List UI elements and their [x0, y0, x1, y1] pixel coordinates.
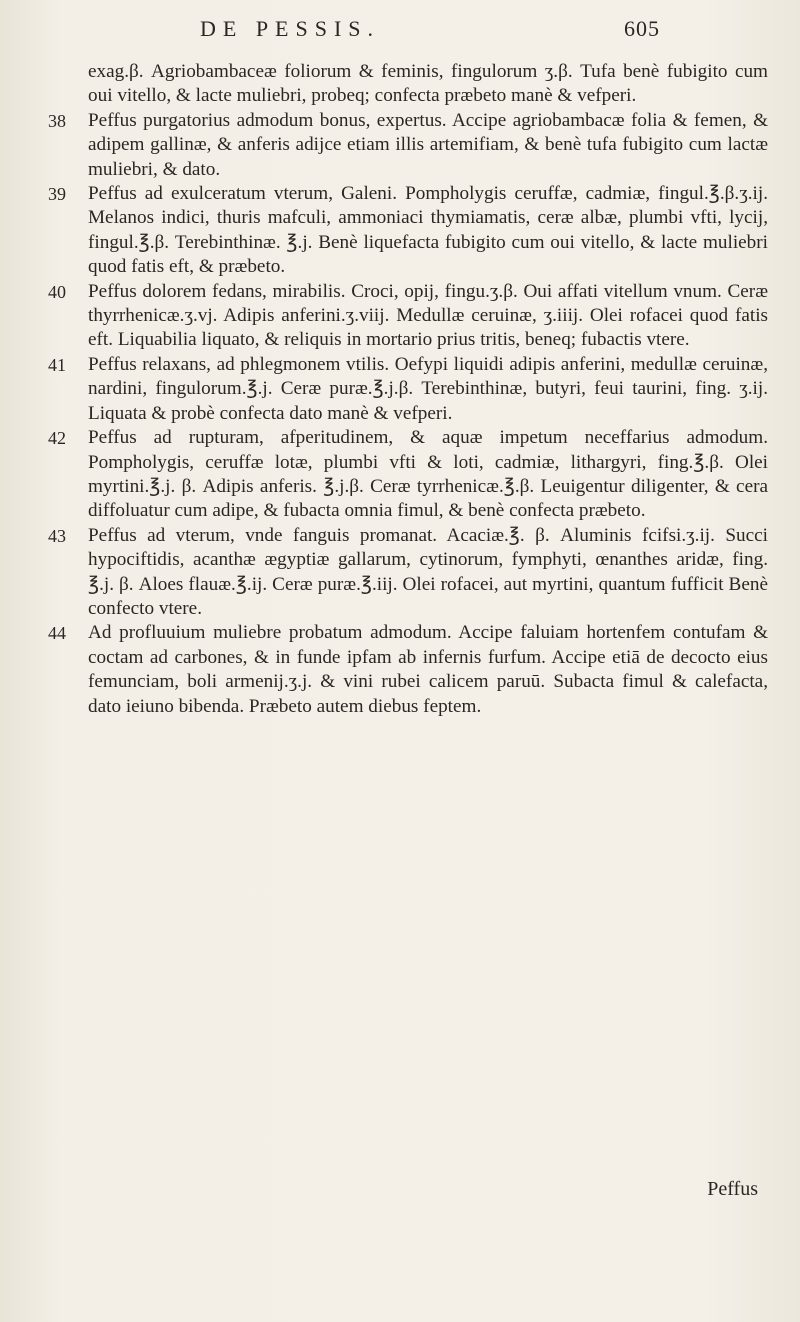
paragraph-number: 43 — [48, 525, 66, 546]
paragraph-number: 39 — [48, 184, 66, 205]
paragraph-text: Peffus purgatorius admodum bonus, expertus. Accipe agriobambacæ folia & femen, & adipem gallinæ, & anferis adijce etiam illis artemifiam, & benè tufa fubigito cum lactæ muliebri, & dato. — [88, 109, 768, 180]
paragraph-42 — [48, 426, 768, 524]
page-number: 605 — [624, 16, 660, 41]
paragraph-text: exag.β. Agriobambaceæ foliorum & feminis, fingulorum ʒ.β. Tufa benè fubigito cum oui vitello, & lacte muliebri, probeq; confecta præbeto manè & vefperi. — [88, 61, 768, 107]
paragraph-text: Peffus ad exulceratum vterum, Galeni. Pompholygis ceruffæ, cadmiæ, fingul.℥.β.ʒ.ij. Melanos indici, thuris mafculi, ammoniaci thymiamatis, ceræ albæ, plumbi vfti, lycij, fingul.℥.β. Terebinthinæ. ℥.j. Benè liquefacta fubigito cum oui vitello, & lacte muliebri quod fatis eft, & præbeto. — [88, 183, 768, 278]
paragraph-continuation — [48, 60, 768, 109]
paragraph-number: 42 — [48, 428, 66, 449]
paragraph-number: 38 — [48, 110, 66, 131]
catchword: Peffus — [707, 1178, 758, 1200]
paragraph-number: 44 — [48, 623, 66, 644]
paragraph-39 — [48, 182, 768, 280]
paragraph-number: 40 — [48, 281, 66, 302]
paragraph-43 — [48, 524, 768, 622]
paragraph-text: Peffus ad rupturam, afperitudinem, & aquæ impetum neceffarius admodum. Pompholygis, ceruffæ lotæ, plumbi vfti & loti, cadmiæ, lithargyri, fing.℥.β. Olei myrtini.℥.j. β. Adipis anferis. ℥.j.β. Ceræ tyrrhenicæ.℥.β. Leuigentur diligenter, & cera diffoluatur cum adipe, & fubacta omnia fimul, & benè confecta præbeto. — [88, 427, 768, 522]
paragraph-40 — [48, 280, 768, 353]
paragraph-number: 41 — [48, 354, 66, 375]
page-header — [200, 16, 660, 56]
body-text — [48, 60, 768, 719]
paragraph-text: Peffus dolorem fedans, mirabilis. Croci, opij, fingu.ʒ.β. Oui affati vitellum vnum. Ceræ thyrrhenicæ.ʒ.vj. Adipis anferini.ʒ.viij. Medullæ ceruinæ, ʒ.iiij. Olei rofacei quod fatis eft. Liquabilia liquato, & reliquis in mortario prius tritis, beneq; fubactis vtere. — [88, 280, 768, 351]
paragraph-text: Peffus ad vterum, vnde fanguis promanat. Acaciæ.℥. β. Aluminis fcifsi.ʒ.ij. Succi hypociftidis, acanthæ ægyptiæ gallarum, cytinorum, fymphyti, œnanthes aridæ, fing. ℥.j. β. Aloes flauæ.℥.ij. Ceræ puræ.℥.iij. Olei rofacei, aut myrtini, quantum fufficit Benè confecto vtere. — [88, 524, 768, 619]
running-title: DE PESSIS. — [200, 16, 381, 41]
paragraph-41 — [48, 353, 768, 426]
paragraph-text: Ad profluuium muliebre probatum admodum. Accipe faluiam hortenfem contufam & coctam ad carbones, & in funde ipfam ab infernis furfum. Accipe etiā de decocto eius femunciam, boli armenij.ʒ.j. & vini rubei calicem paruū. Subacta fimul & calefacta, dato ieiuno bibenda. Præbeto autem diebus feptem. — [88, 622, 768, 717]
paragraph-44 — [48, 621, 768, 719]
paragraph-text: Peffus relaxans, ad phlegmonem vtilis. Oefypi liquidi adipis anferini, medullæ ceruinæ, nardini, fingulorum.℥.j. Ceræ puræ.℥.j.β. Terebinthinæ, butyri, feui taurini, fing. ʒ.ij. Liquata & probè confecta dato manè & vefperi. — [88, 353, 768, 424]
paragraph-38 — [48, 109, 768, 182]
